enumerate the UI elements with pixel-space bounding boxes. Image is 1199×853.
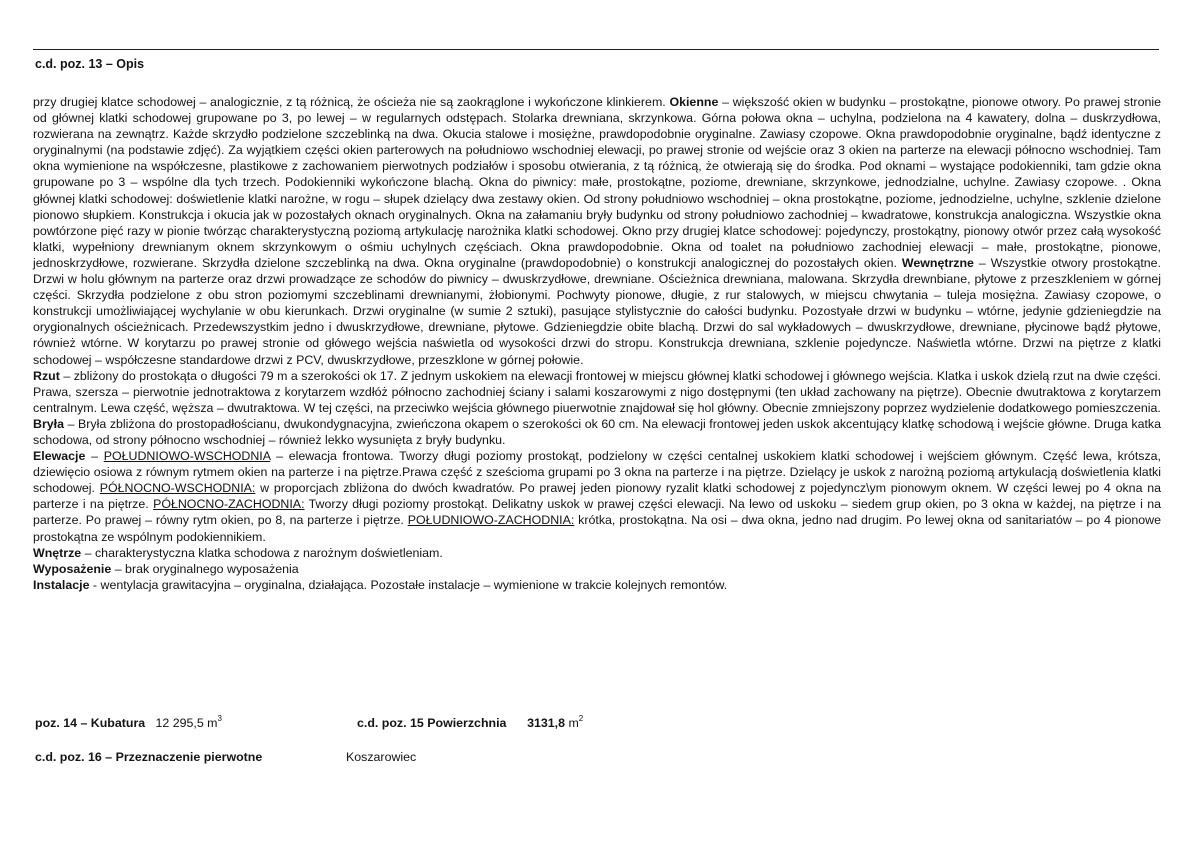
rzut-paragraph — [33, 368, 1161, 416]
powierzchnia-value: 3131,8 — [527, 716, 565, 730]
elewacje-label: Elewacje — [33, 449, 86, 464]
text-run: – zbliżony do prostokąta o długości 79 m a szerokości ok 17. Z jednym uskokiem na elewacji frontowej w miejscu głównej klatki schodowej i głównego wejścia. Klatka i uskok dzielą rzut na dwie części. Prawa, szersza – pierwotnie jednotraktowa z korytarzem wzdłóż północno zachodniej ściany i salami koszarowymi z nigo dostępnymi (ten układ zachowany na piętrze). Obecnie dwutraktowa z korytarzem centralnym. Lewa część, węższa – dwutraktowa. W tej części, na przeciwko wejścia głównego piuerwotnie znajdował się hol główny. Obecnie zmniejszony poprzez wydzielenie dodatkowego pomieszczenia. — [33, 368, 1161, 415]
text-run: Tworzy długi poziomy prostokąt. Delikatny uskok w prawej części elewacji. Na lewo od uskoku – siedem grup okien, po 3 okna w każdej, na piętrze i na parterze. Po prawej – równy rytm okien, po 8, na parterze i piętrze. — [33, 497, 1161, 528]
bryla-paragraph — [33, 416, 1161, 448]
kubatura-field — [35, 716, 222, 730]
okienne-label: Okienne — [669, 95, 719, 109]
wewnetrzne-label: Wewnętrzne — [901, 255, 974, 270]
instalacje-paragraph — [33, 577, 1161, 593]
przeznaczenie-field — [35, 750, 262, 764]
text-run: – brak oryginalnego wyposażenia — [111, 561, 299, 576]
section-title: c.d. poz. 13 – Opis — [35, 57, 145, 71]
instalacje-label: Instalacje — [33, 577, 90, 592]
elevation-ne-heading: PÓŁNOCNO-WSCHODNIA: — [99, 481, 256, 496]
text-run: – większość okien w budynku – prostokątne, pionowe otwory. Po prawej stronie od głównej klatki schodowej grupowane po 3, po lewej – w regularnych odstępach. Stolarka drewniana, skrzynkowa. Górna połowa okna – uchylna, podzielona na 4 kawatery, dolna – duskrzydłowa, rozwierana na zewnątrz. Każde skrzydło podzielone szczeblinką na dwa. Okucia stalowe i mosiężne, prawdopodobnie oryginalne. Zawiasy czopowe. Okna prawdopodobnie oryginalne, bądź identyczne z oryginalnymi (na podstawie zdjęć). Za wyjątkiem części okien parterowych na południowo wschodniej elewacji, po prawej stronie od wejście oraz 3 okien na parterze na elewacji północno wschodniej. Tam okna wymienione na współczesne, plastikowe z zachowaniem pierwotnych podziałów i sposobu otwierania, z tą różnicą, że otwierają się do środka. Pod oknami – wystające podokienniki, tam gdzie okna grupowane po 3 – wspólne dla tych trzech. Podokienniki wykończone blachą. Okna do piwnicy: małe, prostokątne, poziome, drewniane, skrzynkowe, jednodzialne, uchylne. Zawiasy czopowe. . Okna głównej klatki schodowej: doświetlenie klatki narożne, w rogu – słupek dzielący dwa zestawy okien. Od strony południowo wschodniej – okna prostokątne, poziome, jednodzielne, uchylne, szklenie dzielone pionowo słupkiem. Konstrukcja i okucia jak w pozostałych oknach oryginalnych. Okna na załamaniu bryły budynku od strony południowo zachodniej – kwadratowe, konstrukcja analogiczna. Wszystkie okna powtórzone pięć razy w pionie twórząc charakterystyczną poziomą artykulację narożnika klatki schodowej. Okno przy drugiej klatce schodowej: pojedynczy, prostokątny, pionowy otwór przez całą wysokość klatki, wypełniony drewnianym oknem skrzynkowym o ośmiu uchylnych częściach. Okna prawdopodobnie. Okna od toalet na południowo zachodniej elewacji – małe, prostokątne, pionowe, jednoskrzydłowe, rozwierane. Skrzydła dzielone szczeblinką na dwa. Okna oryginalne (prawdopodobnie) o konstrukcji analogicznej do pozostałych okien. — [33, 95, 1161, 270]
text-run: – charakterystyczna klatka schodowa z narożnym doświetleniam. — [81, 545, 443, 560]
text-run: w proporcjach zbliżona do dwóch kwadratów. Po prawej jeden pionowy ryzalit klatki schodowej z pojedyncz\ym pionowym oknem. W części lewej po 4 okna na parterze i na piętrze. — [33, 481, 1162, 512]
powierzchnia-field — [357, 716, 583, 730]
elewacje-paragraph — [33, 448, 1161, 545]
kubatura-label: poz. 14 – Kubatura — [35, 716, 146, 730]
bryla-label: Bryła — [33, 416, 64, 431]
kubatura-value: 12 295,5 m — [155, 716, 218, 730]
top-rule — [33, 49, 1159, 50]
rzut-label: Rzut — [33, 368, 60, 383]
text-run: – Wszystkie otwory prostokątne. Drzwi w holu głównym na parterze oraz drzwi prowadzące ze schodów do piwnicy – dwuskrzydłowe, drewniane. Ościeżnica drewniana, malowana. Skrzydła drewnbiane, płytowe z przeszkleniem w górnej części. Skrzydła podzielone z obu stron poziomymi szczeblinami drewnianymi, żłobionymi. Pochwyty pionowe, długie, z rur stalowych, w miejscu chwytania – tuleja mosiężna. Zawiasy czopowe, o konstrukcji umożliwiającej wychylanie w obu kierunkach. Drzwi oryginalne (w sumie 2 sztuki), pasujące stylistycznie do całości budynku. Pozostyałe drzwi w budynku – wtórne, jedynie gdzieniegdzie na orygionalnych ościeżnicach. Przedewszystkim jedno i dwuskrzydłowe, drewniane, płytowe. Gdzieniegdzie obite blachą. Drzwi do sal wykładowych – dwuskrzydłowe, drewniane, płycinowe bądź płytowe, również wtórne. W korytarzu po prawej stronie od główego wejścia naświetla od wysokości drzwi do stropu. Konstrukcja drewniana, szklenie pojedyncze. Naświetla wtórne. Drzwi na piętrze z klatki schodowej – współczesne standardowe drzwi z PCV, dwuskrzydłowe, przeszklone w górnej połowie. — [33, 255, 1162, 367]
text-run: - wentylacja grawitacyjna – oryginalna, działająca. Pozostałe instalacje – wymienione w trakcie kolejnych remontów. — [89, 577, 728, 592]
text-run: krótka, prostokątna. Na osi – dwa okna, jedno nad drugim. Po lewej okna od sanitariatów – po 4 pionowe prostokątna ze wspólnym podokiennikiem. — [33, 513, 1161, 544]
wnetrze-paragraph — [33, 545, 1161, 561]
elevation-nw-heading: PÓŁNOCNO-ZACHODNIA: — [153, 497, 305, 512]
wyposazenie-label: Wyposażenie — [33, 561, 112, 576]
description-body — [33, 94, 1161, 593]
text-run: przy drugiej klatce schodowej – analogicznie, z tą różnicą, że ościeża nie są zaokrąglone i wykończone klinkierem. — [33, 95, 670, 109]
przeznaczenie-value: Koszarowiec — [346, 750, 417, 764]
kubatura-exponent: 3 — [217, 714, 222, 723]
wnetrze-label: Wnętrze — [33, 545, 82, 560]
powierzchnia-unit: m — [568, 716, 579, 730]
text-run: – Bryła zbliżona do prostopadłościanu, dwukondygnacyjna, zwieńczona okapem o szerokości ok 60 cm. Na elewacji frontowej jeden uskok akcentujący klatkę schodową i wejście główne. Druga katka schodowa, od strony północno wschodniej – również lekko wysunięta z bryły budynku. — [33, 416, 1161, 447]
elevation-se-heading: POŁUDNIOWO-WSCHODNIA — [103, 449, 271, 464]
text-run: – elewacja frontowa. Tworzy długi poziomy prostokąt, podzielony w części centalnej uskokiem klatki schodowej i wejściem głównym. Część lewa, krótsza, dziewięcio osiowa z równym rytmem okien na parterze i na piętrze.Prawa część z sześciomа grupami po 3 okna na parterze i na piętrze. Dzielący je uskok z narożną poziomą artykulacją doświetlenia klatki schodowej. — [33, 449, 1161, 496]
przeznaczenie-label: c.d. poz. 16 – Przeznaczenie pierwotne — [35, 750, 263, 764]
powierzchnia-exponent: 2 — [578, 714, 584, 723]
wyposazenie-paragraph — [33, 561, 1161, 577]
elevation-sw-heading: POŁUDNIOWO-ZACHODNIA: — [407, 513, 575, 528]
text-run: – — [85, 449, 104, 464]
powierzchnia-label: c.d. poz. 15 Powierzchnia — [357, 716, 507, 730]
okna-drzwi-paragraph — [33, 94, 1161, 368]
